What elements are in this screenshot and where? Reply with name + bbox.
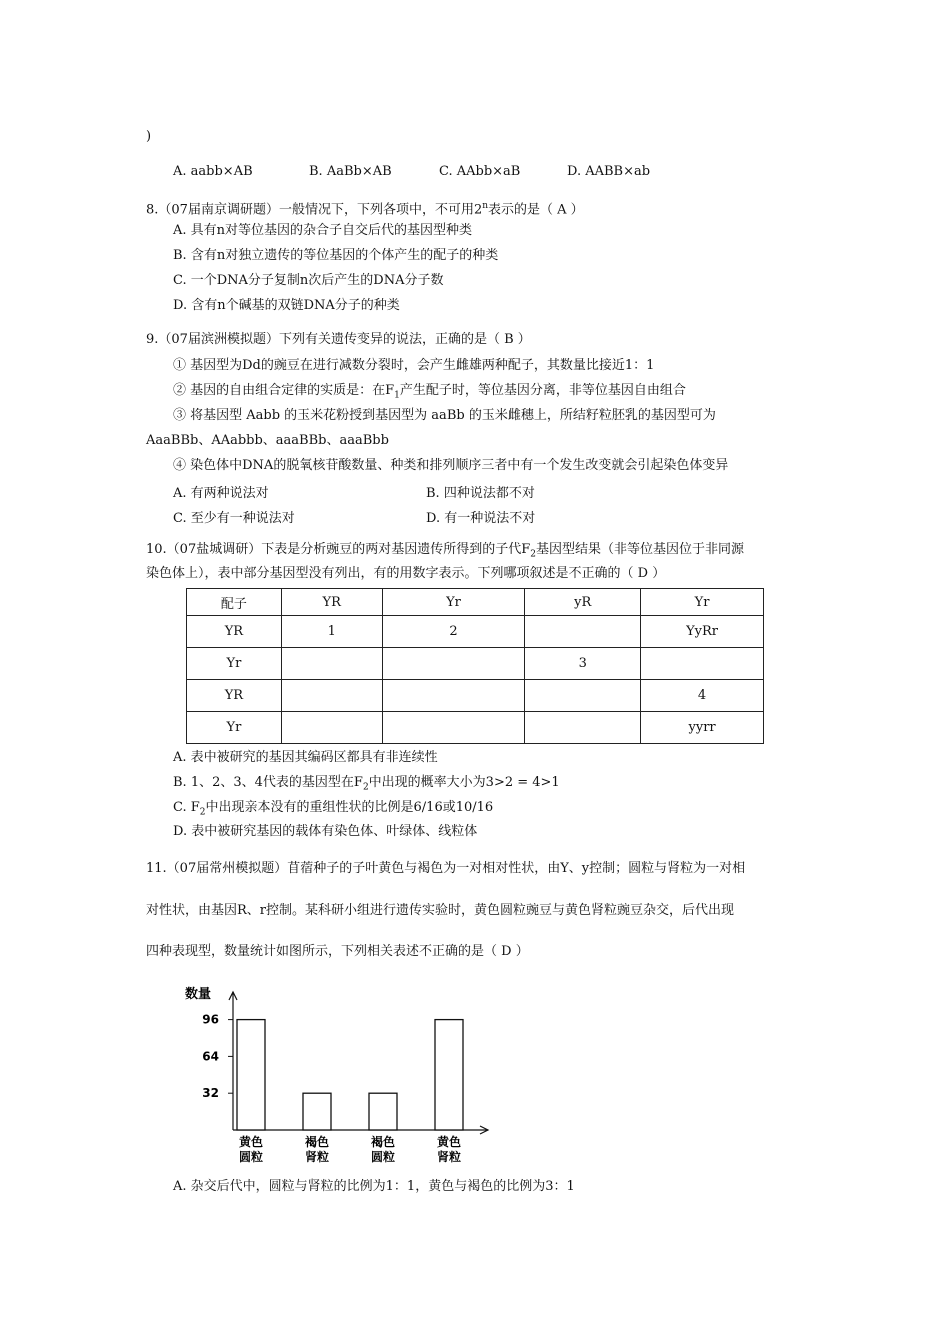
genotype-table (186, 588, 764, 744)
table-header-cell: YR (281, 589, 382, 616)
table-row (187, 648, 764, 680)
table-cell (641, 648, 764, 680)
table-cell: Yr (187, 648, 282, 680)
q11-stem-line3: 四种表现型，数量统计如图所示，下列相关表述不正确的是（ D ） (146, 944, 529, 959)
q9-option-a: A. 有两种说法对 (173, 486, 269, 501)
q10-stem-line1: 10.（07盐城调研）下表是分析豌豆的两对基因遗传所得到的子代$F_2$基因型结果（非等位基因位于非同源 (146, 542, 744, 560)
q9-statement-3: ③ 将基因型 Aabb 的玉米花粉授到基因型为 aaBb 的玉米雌穗上，所结籽粒胚乳的基因型可为 (173, 408, 716, 423)
bar (237, 1020, 265, 1130)
table-cell (281, 648, 382, 680)
q8-stem: 8.（07届南京调研题）一般情况下，下列各项中，不可用2$^n$表示的是（ A ） (146, 201, 584, 218)
fragment-paren: ) (146, 129, 152, 144)
q7-option-c: C. AAbb×aB (439, 164, 521, 179)
q9-statement-4: ④ 染色体中DNA的脱氧核苷酸数量、种类和排列顺序三者中有一个发生改变就会引起染色体变异 (173, 458, 729, 473)
chart-ticks (202, 1013, 233, 1101)
table-cell (525, 712, 641, 744)
table-cell: 2 (382, 616, 525, 648)
q8-option-d: D. 含有n个碱基的双链DNA分子的种类 (173, 298, 400, 313)
q11-stem-line1: 11.（07届常州模拟题）苜蓿种子的子叶黄色与褐色为一对相对性状，由Y、y控制；圆粒与肾粒为一对相 (146, 861, 746, 876)
x-tick-label: 圆粒 (370, 1150, 396, 1164)
x-tick-label: 圆粒 (238, 1150, 264, 1164)
q8-option-c: C. 一个DNA分子复制n次后产生的DNA分子数 (173, 273, 444, 288)
table-row (187, 680, 764, 712)
table-cell: 3 (525, 648, 641, 680)
table-cell (525, 680, 641, 712)
table-header-cell: Yr (382, 589, 525, 616)
x-tick-label: 黄色 (238, 1135, 264, 1149)
y-tick-label: 64 (202, 1049, 219, 1064)
table-cell: YR (187, 616, 282, 648)
q9-option-c: C. 至少有一种说法对 (173, 511, 295, 526)
q9-option-d: D. 有一种说法不对 (426, 511, 536, 526)
table-header-cell: 配子 (187, 589, 282, 616)
q11-option-a: A. 杂交后代中，圆粒与肾粒的比例为1：1，黄色与褐色的比例为3：1 (173, 1179, 575, 1194)
table-cell (382, 648, 525, 680)
table-cell (281, 680, 382, 712)
bar (435, 1020, 463, 1130)
table-cell: YyRr (641, 616, 764, 648)
x-tick-label: 褐色 (370, 1135, 396, 1149)
chart-x-labels (239, 1134, 461, 1164)
table-header-cell: Yr (641, 589, 764, 616)
q10-option-c: C. $F_2$中出现亲本没有的重组性状的比例是6/16或10/16 (173, 800, 494, 818)
y-axis-label: 数量 (185, 987, 212, 1002)
q8-option-a: A. 具有n对等位基因的杂合子自交后代的基因型种类 (173, 223, 473, 238)
q10-stem-line2: 染色体上），表中部分基因型没有列出，有的用数字表示。下列哪项叙述是不正确的（ D ） (146, 566, 666, 581)
table-cell (382, 680, 525, 712)
table-header-cell: yR (525, 589, 641, 616)
table-cell (525, 616, 641, 648)
table-cell (382, 712, 525, 744)
q10-option-d: D. 表中被研究基因的载体有染色体、叶绿体、线粒体 (173, 824, 478, 839)
y-tick-label: 32 (202, 1086, 219, 1101)
q8-option-b: B. 含有n对独立遗传的等位基因的个体产生的配子的种类 (173, 248, 499, 263)
q10-option-b: B. 1、2、3、4代表的基因型在$F_2$中出现的概率大小为3>2 = 4>1 (173, 775, 560, 793)
bar (303, 1093, 331, 1130)
x-tick-label: 褐色 (304, 1135, 330, 1149)
q7-option-d: D. AABB×ab (567, 164, 651, 179)
table-row (187, 616, 764, 648)
q9-statement-3-cont: AaaBBb、AAabbb、aaaBBb、aaaBbb (146, 433, 389, 448)
table-header-row (187, 589, 764, 616)
q7-option-b: B. AaBb×AB (309, 164, 392, 179)
table-cell: 4 (641, 680, 764, 712)
q10-option-a: A. 表中被研究的基因其编码区都具有非连续性 (173, 750, 438, 765)
q9-option-b: B. 四种说法都不对 (426, 486, 535, 501)
q7-option-a: A. aabb×AB (173, 164, 253, 179)
table-row (187, 712, 764, 744)
chart-bars (237, 1020, 463, 1130)
table-cell: Yr (187, 712, 282, 744)
table-cell (281, 712, 382, 744)
x-tick-label: 肾粒 (436, 1150, 462, 1164)
x-tick-label: 黄色 (436, 1135, 462, 1149)
q11-stem-line2: 对性状，由基因R、r控制。某科研小组进行遗传实验时，黄色圆粒豌豆与黄色肾粒豌豆杂交，后代出现 (146, 903, 735, 918)
table-cell: YR (187, 680, 282, 712)
q9-stem: 9.（07届滨洲模拟题）下列有关遗传变异的说法，正确的是（ B ） (146, 332, 531, 347)
bar-chart (170, 980, 500, 1165)
x-tick-label: 肾粒 (304, 1150, 330, 1164)
y-tick-label: 96 (202, 1012, 219, 1027)
q9-statement-1: ① 基因型为Dd的豌豆在进行减数分裂时，会产生雌雄两种配子，其数量比接近1：1 (173, 358, 655, 373)
bar (369, 1093, 397, 1130)
table-cell: 1 (281, 616, 382, 648)
q9-statement-2: ② 基因的自由组合定律的实质是：在$F_1$产生配子时，等位基因分离，非等位基因自由组合 (173, 383, 686, 401)
table-cell: yyrr (641, 712, 764, 744)
